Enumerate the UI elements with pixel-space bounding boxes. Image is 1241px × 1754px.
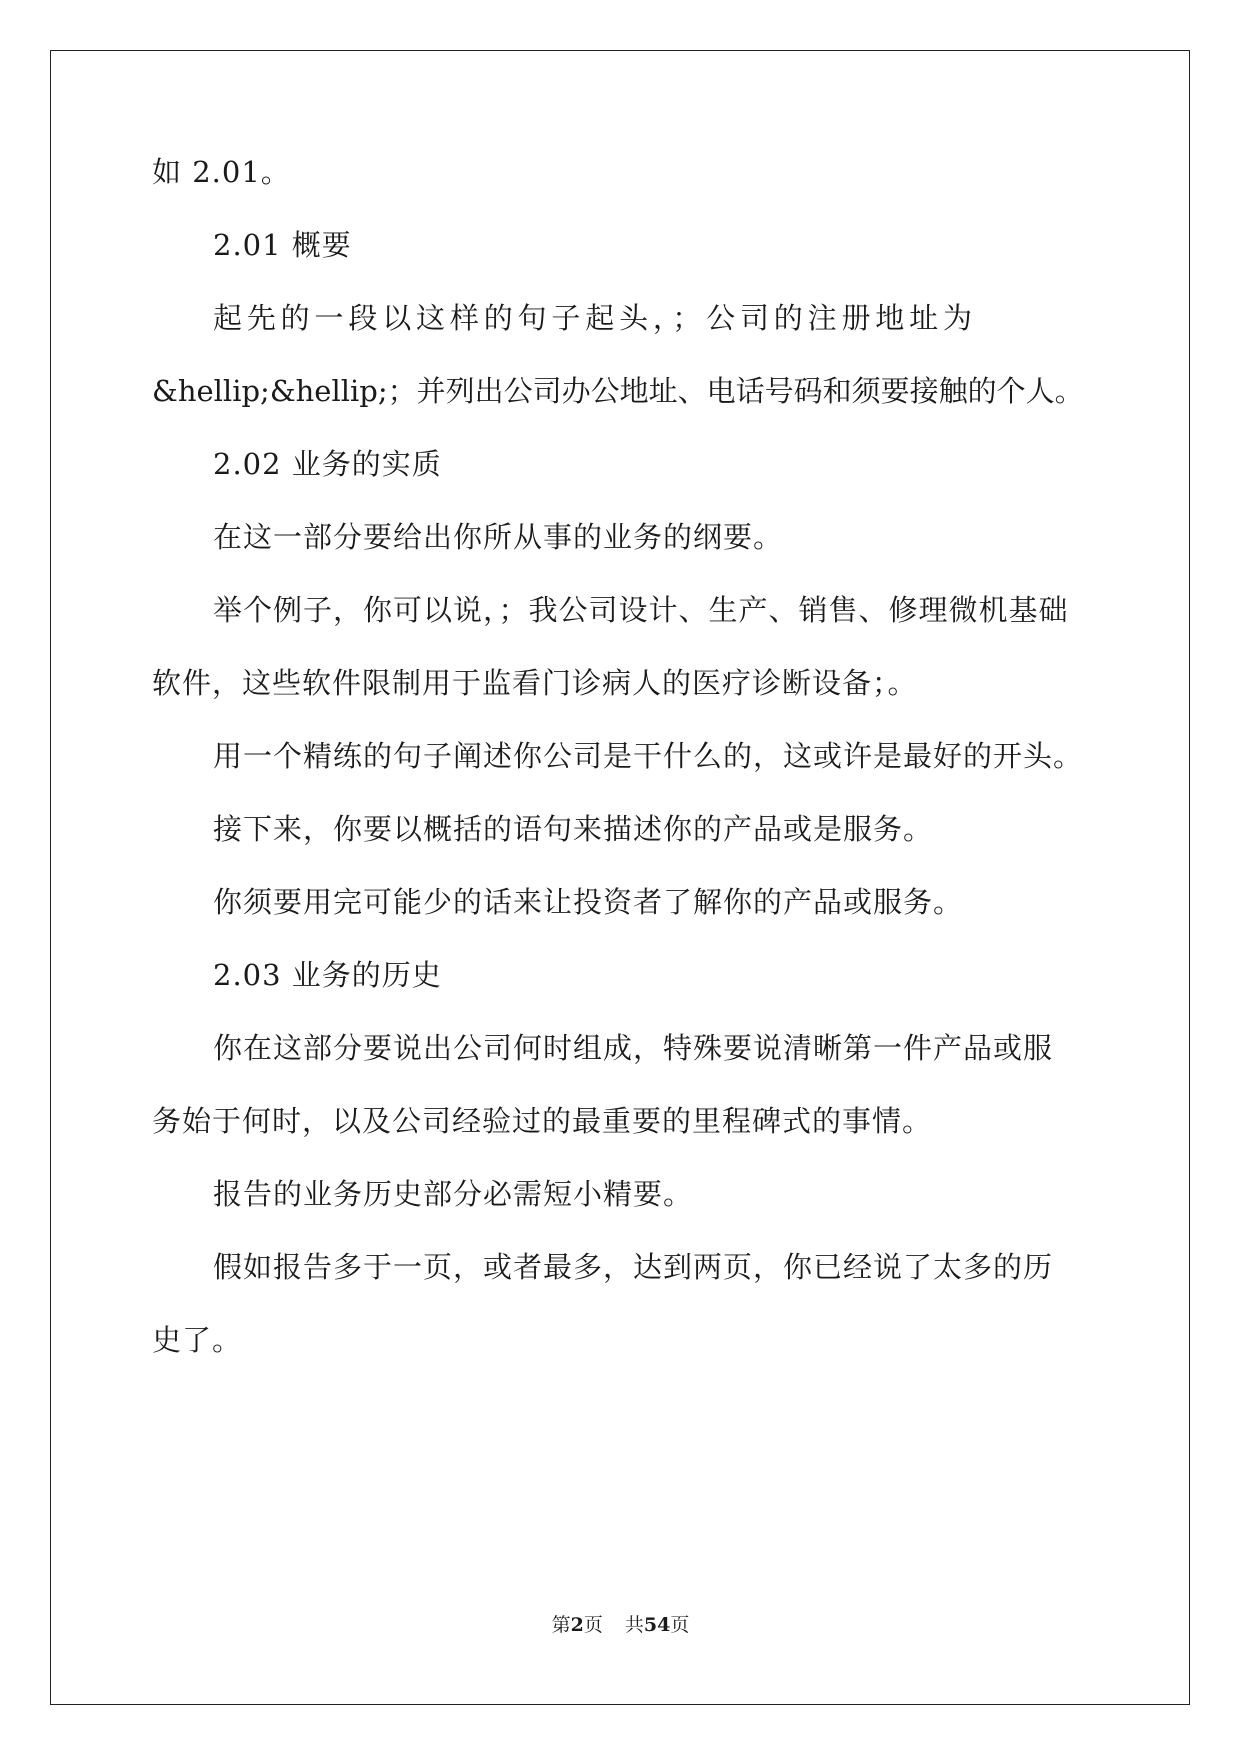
paragraph-line: 软件，这些软件限制用于监看门诊病人的医疗诊断设备；。 — [152, 666, 918, 700]
page-footer — [0, 1613, 1241, 1637]
paragraph-line: 假如报告多于一页，或者最多，达到两页，你已经说了太多的历 — [213, 1250, 1054, 1284]
footer-total-unit: 页 — [670, 1614, 690, 1636]
paragraph-line: 起先的一段以这样的句子起头，；公司的注册地址为 — [213, 301, 973, 335]
paragraph-line: &hellip;&hellip;；并列出公司办公地址、电话号码和须要接触的个人。 — [152, 374, 1084, 408]
paragraph-line: 你须要用完可能少的话来让投资者了解你的产品或服务。 — [213, 885, 964, 919]
section-heading-2-02: 2.02 业务的实质 — [213, 447, 442, 481]
section-heading-2-03: 2.03 业务的历史 — [213, 958, 442, 992]
paragraph-line: 务始于何时，以及公司经验过的最重要的里程碑式的事情。 — [152, 1104, 933, 1138]
footer-prefix: 第 — [551, 1614, 571, 1636]
paragraph-line: 举个例子，你可以说，；我公司设计、生产、销售、修理微机基础 — [213, 593, 1069, 627]
footer-page-number: 2 — [570, 1614, 584, 1636]
paragraph-line: 报告的业务历史部分必需短小精要。 — [213, 1177, 694, 1211]
footer-total-pages: 54 — [643, 1614, 671, 1636]
text-line-continuation: 如 2.01。 — [152, 155, 291, 189]
footer-page-unit: 页 — [583, 1614, 603, 1636]
paragraph-line: 你在这部分要说出公司何时组成，特殊要说清晰第一件产品或服 — [213, 1031, 1054, 1065]
section-heading-2-01: 2.01 概要 — [213, 228, 352, 262]
paragraph-line: 接下来，你要以概括的语句来描述你的产品或是服务。 — [213, 812, 934, 846]
paragraph-line: 用一个精练的句子阐述你公司是干什么的，这或许是最好的开头。 — [213, 739, 1084, 773]
footer-total-prefix: 共 — [624, 1614, 644, 1636]
paragraph-line: 在这一部分要给出你所从事的业务的纲要。 — [213, 520, 784, 554]
paragraph-line: 史了。 — [152, 1323, 243, 1357]
